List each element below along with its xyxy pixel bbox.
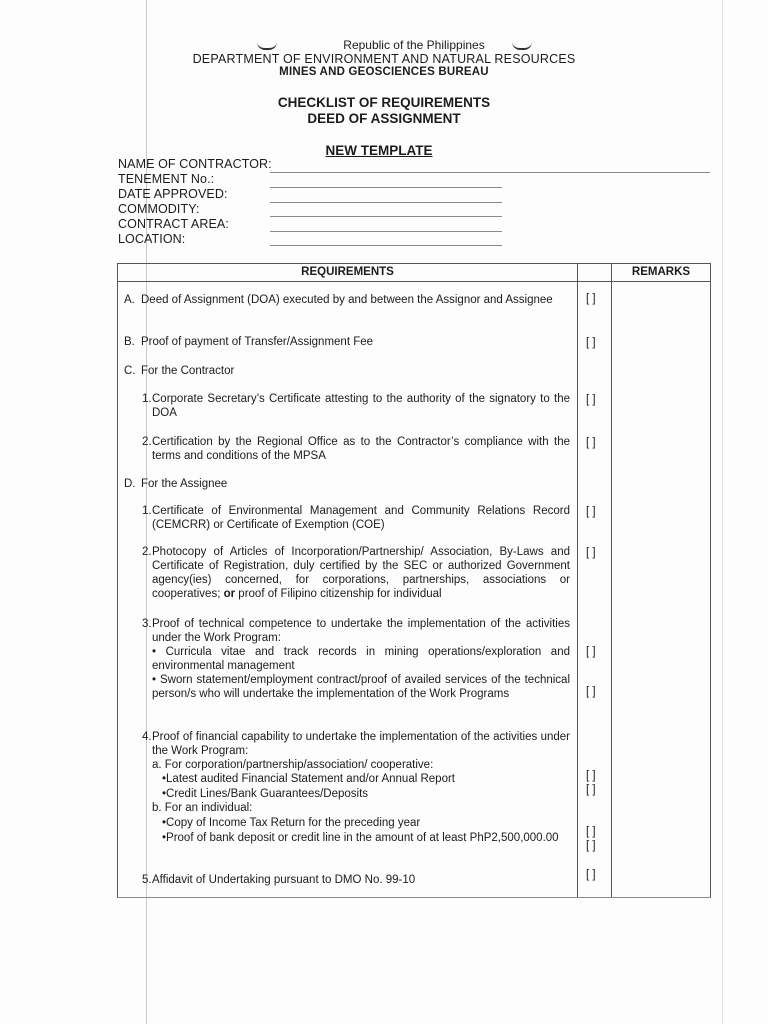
item-label: A. (124, 294, 135, 306)
fill-line-commodity[interactable] (270, 216, 502, 217)
field-date-approved: DATE APPROVED: (118, 187, 228, 201)
requirement-d5: Affidavit of Undertaking pursuant to DMO No. 99-10 (152, 874, 416, 886)
requirement-c2: Certification by the Regional Office as to the Contractor’s compliance with the terms and conditions of the MPSA (152, 436, 570, 462)
fill-line-contractor[interactable] (270, 172, 710, 173)
requirement-d4-sub-a1: •Latest audited Financial Statement and/or Annual Report (162, 773, 455, 785)
requirement-c1: Corporate Secretary’s Certificate attesting to the authority of the signatory to the DOA (152, 393, 570, 419)
requirement-d2-text-end: proof of Filipino citizenship for individual (235, 588, 442, 600)
checkbox-d3-2[interactable]: [ ] (586, 686, 596, 698)
item-label: 5. (142, 874, 152, 886)
checkbox-d4-b1[interactable]: [ ] (586, 826, 596, 838)
field-name-of-contractor: NAME OF CONTRACTOR: (118, 157, 272, 171)
item-label: 1. (142, 393, 152, 405)
section-c-heading: For the Contractor (141, 365, 235, 377)
fill-line-tenement[interactable] (270, 187, 502, 188)
field-tenement-no: TENEMENT No.: (118, 172, 215, 186)
item-label: C. (124, 365, 136, 377)
requirement-d4-sub-b1: •Copy of Income Tax Return for the preceding year (162, 817, 421, 829)
requirement-d3: Proof of technical competence to undertake the implementation of the activities under the Work Program: (152, 618, 570, 644)
checkbox-d4-b2[interactable]: [ ] (586, 840, 596, 852)
checkbox-b[interactable]: [ ] (586, 337, 596, 349)
requirement-d4-sub-b2: •Proof of bank deposit or credit line in the amount of at least PhP2,500,000.00 (162, 832, 559, 844)
item-label: 4. (142, 731, 152, 743)
checkbox-d1[interactable]: [ ] (586, 506, 596, 518)
checkbox-d5[interactable]: [ ] (586, 869, 596, 881)
requirement-b: Proof of payment of Transfer/Assignment Fee (141, 336, 374, 348)
requirement-d4: Proof of financial capability to undertake the implementation of the activities under the Work Program: (152, 731, 570, 757)
field-contract-area: CONTRACT AREA: (118, 217, 229, 231)
checkbox-d3-1[interactable]: [ ] (586, 646, 596, 658)
department-line: DEPARTMENT OF ENVIRONMENT AND NATURAL RESOURCES (192, 52, 576, 66)
item-label: 2. (142, 436, 152, 448)
requirement-d1: Certificate of Environmental Management and Community Relations Record (CEMCRR) or Certificate of Exemption (COE) (152, 505, 570, 531)
title-line-1: CHECKLIST OF REQUIREMENTS (277, 95, 491, 110)
requirement-d2-text: Photocopy of Articles of Incorporation/Partnership/ Association, By-Laws and Certificate of Registration, duly certified by the SEC or authorized Government agency(ies) concerned, for corporations, partnerships, associations or cooperatives; (152, 546, 570, 600)
section-d-heading: For the Assignee (141, 478, 228, 490)
item-label: D. (124, 478, 136, 490)
field-location: LOCATION: (118, 232, 186, 246)
column-divider-2 (611, 264, 612, 897)
column-divider-1 (577, 264, 578, 897)
requirement-a: Deed of Assignment (DOA) executed by and between the Assignor and Assignee (141, 294, 553, 306)
checkbox-c1[interactable]: [ ] (586, 394, 596, 406)
header-divider (118, 281, 710, 282)
item-label: B. (124, 336, 135, 348)
republic-line: Republic of the Philippines (343, 38, 485, 52)
template-heading: NEW TEMPLATE (325, 143, 433, 158)
fill-line-area[interactable] (270, 231, 502, 232)
field-commodity: COMMODITY: (118, 202, 200, 216)
checkbox-d4-a2[interactable]: [ ] (586, 784, 596, 796)
requirement-d4-sub-a: a. For corporation/partnership/association/ cooperative: (152, 759, 434, 771)
requirement-d2-or: or (223, 588, 236, 600)
checkbox-a[interactable]: [ ] (586, 293, 596, 305)
requirement-d4-sub-a2: •Credit Lines/Bank Guarantees/Deposits (162, 788, 369, 800)
item-label: 2. (142, 546, 152, 558)
checkbox-d4-a1[interactable]: [ ] (586, 770, 596, 782)
requirement-d3-bullet-1: • Curricula vitae and track records in mining operations/exploration and environmental management (152, 646, 570, 672)
requirements-header: REQUIREMENTS (301, 266, 394, 278)
remarks-header: REMARKS (631, 266, 691, 278)
title-line-2: DEED OF ASSIGNMENT (307, 111, 461, 126)
requirement-d2 (152, 545, 570, 601)
bureau-line: MINES AND GEOSCIENCES BUREAU (279, 66, 489, 78)
requirement-d3-bullet-2: • Sworn statement/employment contract/proof of availed services of the technical person/s who will undertake the implementation of the Work Programs (152, 674, 570, 700)
checkbox-c2[interactable]: [ ] (586, 437, 596, 449)
checkbox-d2[interactable]: [ ] (586, 547, 596, 559)
item-label: 3. (142, 618, 152, 630)
item-label: 1. (142, 505, 152, 517)
requirement-d4-sub-b: b. For an individual: (152, 802, 253, 814)
fill-line-location[interactable] (270, 245, 502, 246)
fill-line-date[interactable] (270, 202, 502, 203)
